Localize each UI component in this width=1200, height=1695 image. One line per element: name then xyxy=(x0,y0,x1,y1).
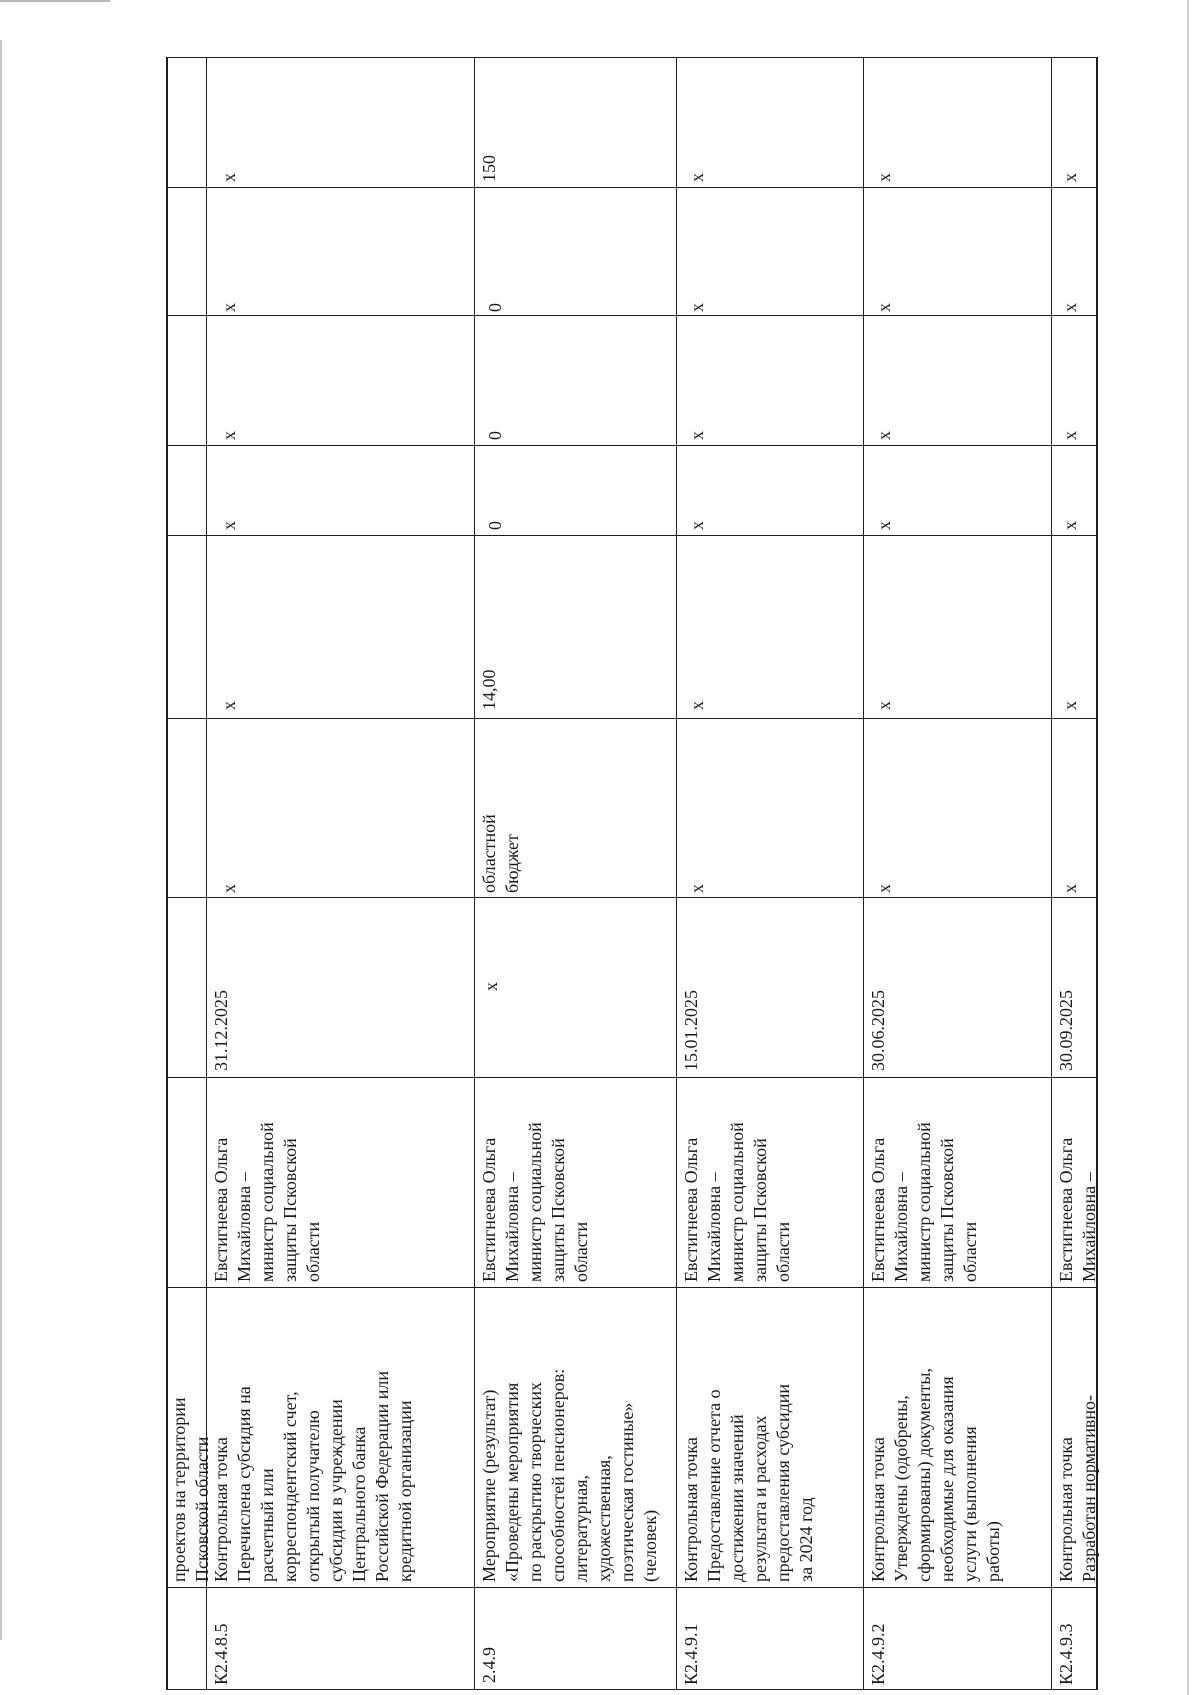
row-title: Контрольная точка Предоставление отчета о достижении значений результата и расходах предоставления субсидии за 2024 год xyxy=(681,1383,816,1582)
responsible-person: Евстигнеева Ольга Михайловна – xyxy=(1056,1137,1099,1282)
value-cell: х xyxy=(1060,521,1080,530)
row-number: К2.4.9.2 xyxy=(868,1623,888,1685)
row-number: К2.4.9.3 xyxy=(1056,1623,1076,1685)
row-title: Контрольная точка Разработан нормативно- xyxy=(1056,1394,1099,1582)
value-cell: 0 xyxy=(485,431,505,440)
column-divider xyxy=(166,1587,1098,1588)
row-number: К2.4.9.1 xyxy=(681,1623,701,1685)
value-cell: х xyxy=(687,431,707,440)
value-cell: х xyxy=(1060,303,1080,312)
funding-amount: 14,00 xyxy=(479,669,499,710)
value-cell: х xyxy=(219,521,239,530)
column-divider xyxy=(166,897,1098,898)
value-cell: х xyxy=(219,431,239,440)
funding-source: х xyxy=(687,884,707,893)
continued-measure-name: проектов на территории Псковской области xyxy=(169,1397,212,1582)
value-cell: х xyxy=(874,303,894,312)
row-divider xyxy=(1051,57,1052,1690)
value-cell: х xyxy=(687,173,707,182)
column-divider xyxy=(166,1287,1098,1288)
column-divider xyxy=(166,187,1098,188)
deadline-date: х xyxy=(481,982,501,992)
deadline-date: 15.01.2025 xyxy=(681,990,701,1071)
row-title: Мероприятие (результат) «Проведены мероприятия по раскрытию творческих способностей пенсионеров: литературная, художественная, поэтическая гостиные» (человек) xyxy=(479,1368,660,1582)
value-cell: х xyxy=(687,303,707,312)
row-number: 2.4.9 xyxy=(479,1647,499,1683)
value-cell: х xyxy=(1060,173,1080,182)
funding-source: х xyxy=(874,884,894,893)
table-border-bottom xyxy=(166,1689,1098,1690)
responsible-person: Евстигнеева Ольга Михайловна – министр социальной защиты Псковской области xyxy=(479,1122,591,1282)
column-divider xyxy=(166,1077,1098,1078)
row-divider xyxy=(474,57,475,1690)
funding-source: х xyxy=(1060,884,1080,893)
value-cell: х xyxy=(874,431,894,440)
funding-amount: х xyxy=(874,701,894,710)
document-table xyxy=(166,57,1098,1690)
row-title: Контрольная точка Перечислена субсидия на расчетный или корреспондентский счет, открытый получателю субсидии в учреждении Центрального банка Российской Федерации или кредитной организации xyxy=(211,1371,415,1582)
funding-amount: х xyxy=(219,701,239,710)
responsible-person: Евстигнеева Ольга Михайловна – министр социальной защиты Псковской области xyxy=(211,1122,323,1282)
responsible-person: Евстигнеева Ольга Михайловна – министр социальной защиты Псковской области xyxy=(681,1122,793,1282)
scan-edge-top xyxy=(0,0,110,2)
funding-source: х xyxy=(219,884,239,893)
value-cell: 150 xyxy=(479,155,499,182)
responsible-person: Евстигнеева Ольга Михайловна – министр социальной защиты Псковской области xyxy=(868,1122,980,1282)
column-divider xyxy=(166,445,1098,446)
value-cell: х xyxy=(874,173,894,182)
deadline-date: 31.12.2025 xyxy=(211,990,231,1071)
scan-edge-left xyxy=(0,40,2,1640)
row-divider xyxy=(863,57,864,1690)
value-cell: 0 xyxy=(485,521,505,530)
row-divider xyxy=(676,57,677,1690)
row-number: К2.4.8.5 xyxy=(211,1623,231,1685)
scan-edge-right xyxy=(1187,0,1189,1695)
value-cell: х xyxy=(219,173,239,182)
deadline-date: 30.06.2025 xyxy=(868,990,888,1071)
value-cell: х xyxy=(687,521,707,530)
column-divider xyxy=(166,315,1098,316)
table-border-top xyxy=(166,57,1098,58)
row-title: Контрольная точка Утверждены (одобрены, сформированы) документы, необходимые для оказания услуги (выполнения работы) xyxy=(868,1368,1003,1582)
value-cell: х xyxy=(1060,431,1080,440)
column-divider xyxy=(166,718,1098,719)
funding-amount: х xyxy=(687,701,707,710)
deadline-date: 30.09.2025 xyxy=(1056,990,1076,1071)
column-divider xyxy=(166,535,1098,536)
funding-amount: х xyxy=(1060,701,1080,710)
value-cell: х xyxy=(219,303,239,312)
funding-source: областной бюджет xyxy=(479,814,522,893)
value-cell: х xyxy=(874,521,894,530)
value-cell: 0 xyxy=(485,303,505,312)
